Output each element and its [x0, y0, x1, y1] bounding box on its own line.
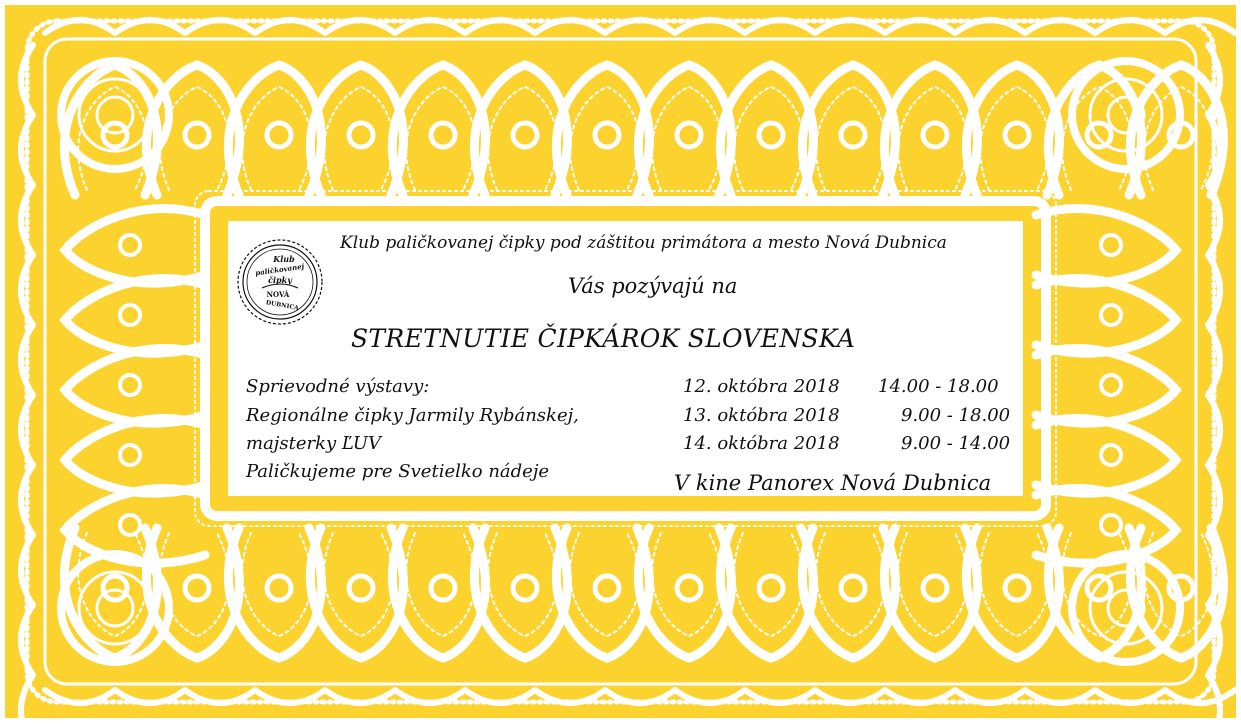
organizer-line: Klub paličkovanej čipky pod záštitou primátora a mesto Nová Dubnica: [340, 233, 947, 253]
schedule-date: 12. októbra 2018: [683, 376, 840, 397]
event-title: STRETNUTIE ČIPKÁROK SLOVENSKA: [351, 324, 856, 353]
exhibition-item: Regionálne čipky Jarmily Rybánskej,: [246, 405, 579, 426]
seal-line-1: Klub: [273, 254, 295, 264]
exhibition-item: Paličkujeme pre Svetielko nádeje: [246, 461, 550, 482]
venue-line: V kine Panorex Nová Dubnica: [674, 471, 992, 495]
schedule-time: 9.00 - 14.00: [901, 433, 1011, 454]
seal-line-4: NOVÁ: [266, 290, 290, 299]
lace-club-seal-icon: [234, 236, 326, 328]
lace-background: [5, 5, 1236, 718]
schedule-date: 13. októbra 2018: [683, 405, 840, 426]
invitation-card: [228, 221, 1023, 496]
schedule-date: 14. októbra 2018: [683, 433, 840, 454]
seal-line-2: paličkovanej: [254, 261, 305, 278]
seal-line-3: čipky: [268, 275, 292, 285]
exhibitions-heading: Sprievodné výstavy:: [246, 376, 430, 397]
seal-line-5: DUBNICA: [265, 299, 300, 312]
schedule-time: 9.00 - 18.00: [901, 405, 1011, 426]
schedule-time: 14.00 - 18.00: [878, 376, 999, 397]
exhibition-item: majsterky ĽUV: [246, 433, 382, 454]
invite-line: Vás pozývajú na: [568, 274, 738, 298]
